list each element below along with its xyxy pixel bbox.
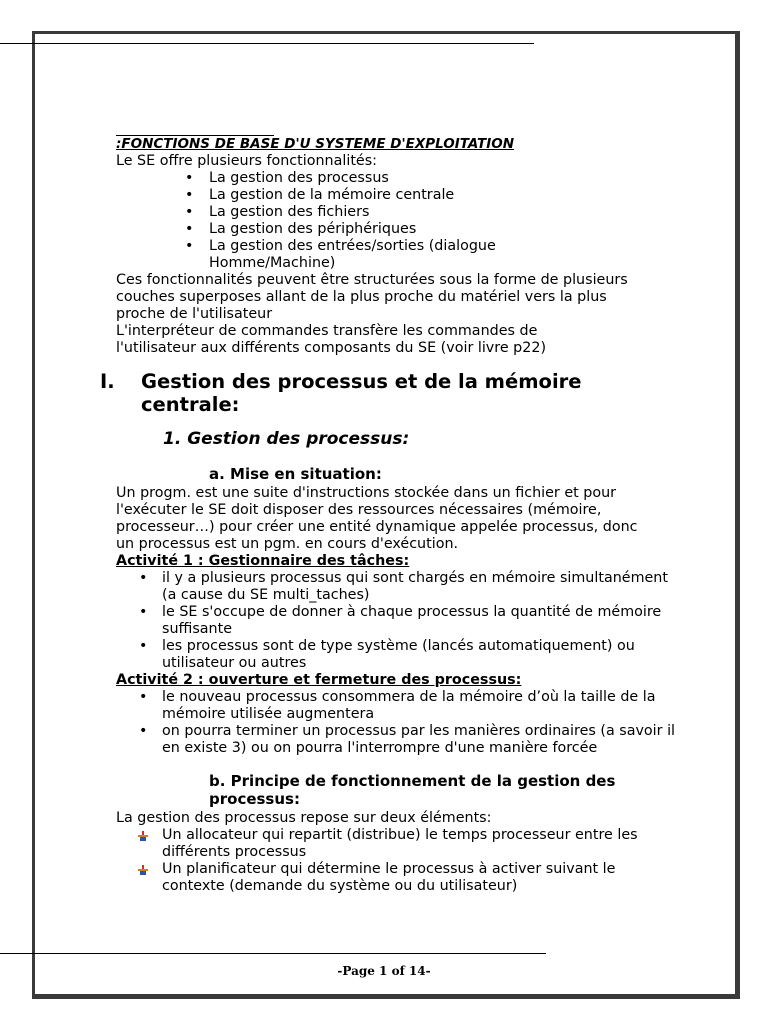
document-body xyxy=(100,136,676,895)
list-item: • le nouveau processus consommera de la mémoire d’où la taille de la mémoire utilisée augmentera xyxy=(139,689,656,722)
intro-text: Le SE offre plusieurs fonctionnalités: xyxy=(116,153,377,169)
heading-2: 1. Gestion des processus: xyxy=(163,429,410,449)
list-item: • il y a plusieurs processus qui sont chargés en mémoire simultanément (a cause du SE multi_taches) xyxy=(139,570,668,603)
heading-3: a. Mise en situation: xyxy=(209,465,382,483)
paragraph: Ces fonctionnalités peuvent être structurées sous la forme de plusieurs couches superposes allant de la plus proche du matériel vers la plus proche de l'utilisateur xyxy=(116,272,628,322)
list-item: Un allocateur qui repartit (distribue) le temps processeur entre les différents processus xyxy=(116,827,676,861)
activity-1-list xyxy=(116,570,676,672)
bullet-icon: • xyxy=(185,238,194,254)
list-item: • La gestion de la mémoire centrale xyxy=(185,187,455,203)
list-item: • La gestion des entrées/sorties (dialogue Homme/Machine) xyxy=(185,238,496,271)
header-rule xyxy=(36,43,534,44)
list-item: • La gestion des processus xyxy=(185,170,389,186)
bullet-icon: • xyxy=(139,570,148,586)
list-item: Un planificateur qui détermine le processus à activer suivant le contexte (demande du système ou du utilisateur) xyxy=(116,861,676,895)
activity-title: Activité 1 : Gestionnaire des tâches: xyxy=(116,553,410,569)
heading-3: b. Principe de fonctionnement de la gestion des processus: xyxy=(209,772,616,808)
list-item: • les processus sont de type système (lancés automatiquement) ou utilisateur ou autres xyxy=(139,638,635,671)
colored-arrow-bullet-icon xyxy=(138,831,148,841)
elements-list xyxy=(116,827,676,895)
activity-title: Activité 2 : ouverture et fermeture des processus: xyxy=(116,672,522,688)
heading-1: I. Gestion des processus et de la mémoire centrale: xyxy=(100,370,582,416)
paragraph: La gestion des processus repose sur deux éléments: xyxy=(116,810,492,826)
section-title: :FONCTIONS DE BASE D'U SYSTEME D'EXPLOITATION xyxy=(116,136,515,152)
bullet-icon: • xyxy=(185,187,194,203)
bullet-icon: • xyxy=(185,221,194,237)
footer-rule xyxy=(0,953,546,954)
header-rule-left xyxy=(0,43,36,44)
list-item: • La gestion des périphériques xyxy=(185,221,417,237)
bullet-icon: • xyxy=(185,170,194,186)
activity-2-list xyxy=(116,689,676,757)
features-list xyxy=(116,170,676,272)
list-item: • le SE s'occupe de donner à chaque processus la quantité de mémoire suffisante xyxy=(139,604,662,637)
bullet-icon: • xyxy=(139,723,148,739)
list-item: • La gestion des fichiers xyxy=(185,204,370,220)
colored-arrow-bullet-icon xyxy=(138,865,148,875)
paragraph: L'interpréteur de commandes transfère les commandes de l'utilisateur aux différents composants du SE (voir livre p22) xyxy=(116,323,547,356)
bullet-icon: • xyxy=(185,204,194,220)
bullet-icon: • xyxy=(139,604,148,620)
bullet-icon: • xyxy=(139,638,148,654)
paragraph: Un progm. est une suite d'instructions stockée dans un fichier et pour l'exécuter le SE doit disposer des ressources nécessaires (mémoire, processeur…) pour créer une entité dynamique appelée processus, donc un processus est un pgm. en cours d'exécution. xyxy=(116,485,638,552)
list-item: • on pourra terminer un processus par les manières ordinaires (a savoir il en existe 3) ou on pourra l'interrompre d'une manière forcée xyxy=(139,723,676,756)
bullet-icon: • xyxy=(139,689,148,705)
page-footer: -Page 1 of 14- xyxy=(337,964,431,978)
